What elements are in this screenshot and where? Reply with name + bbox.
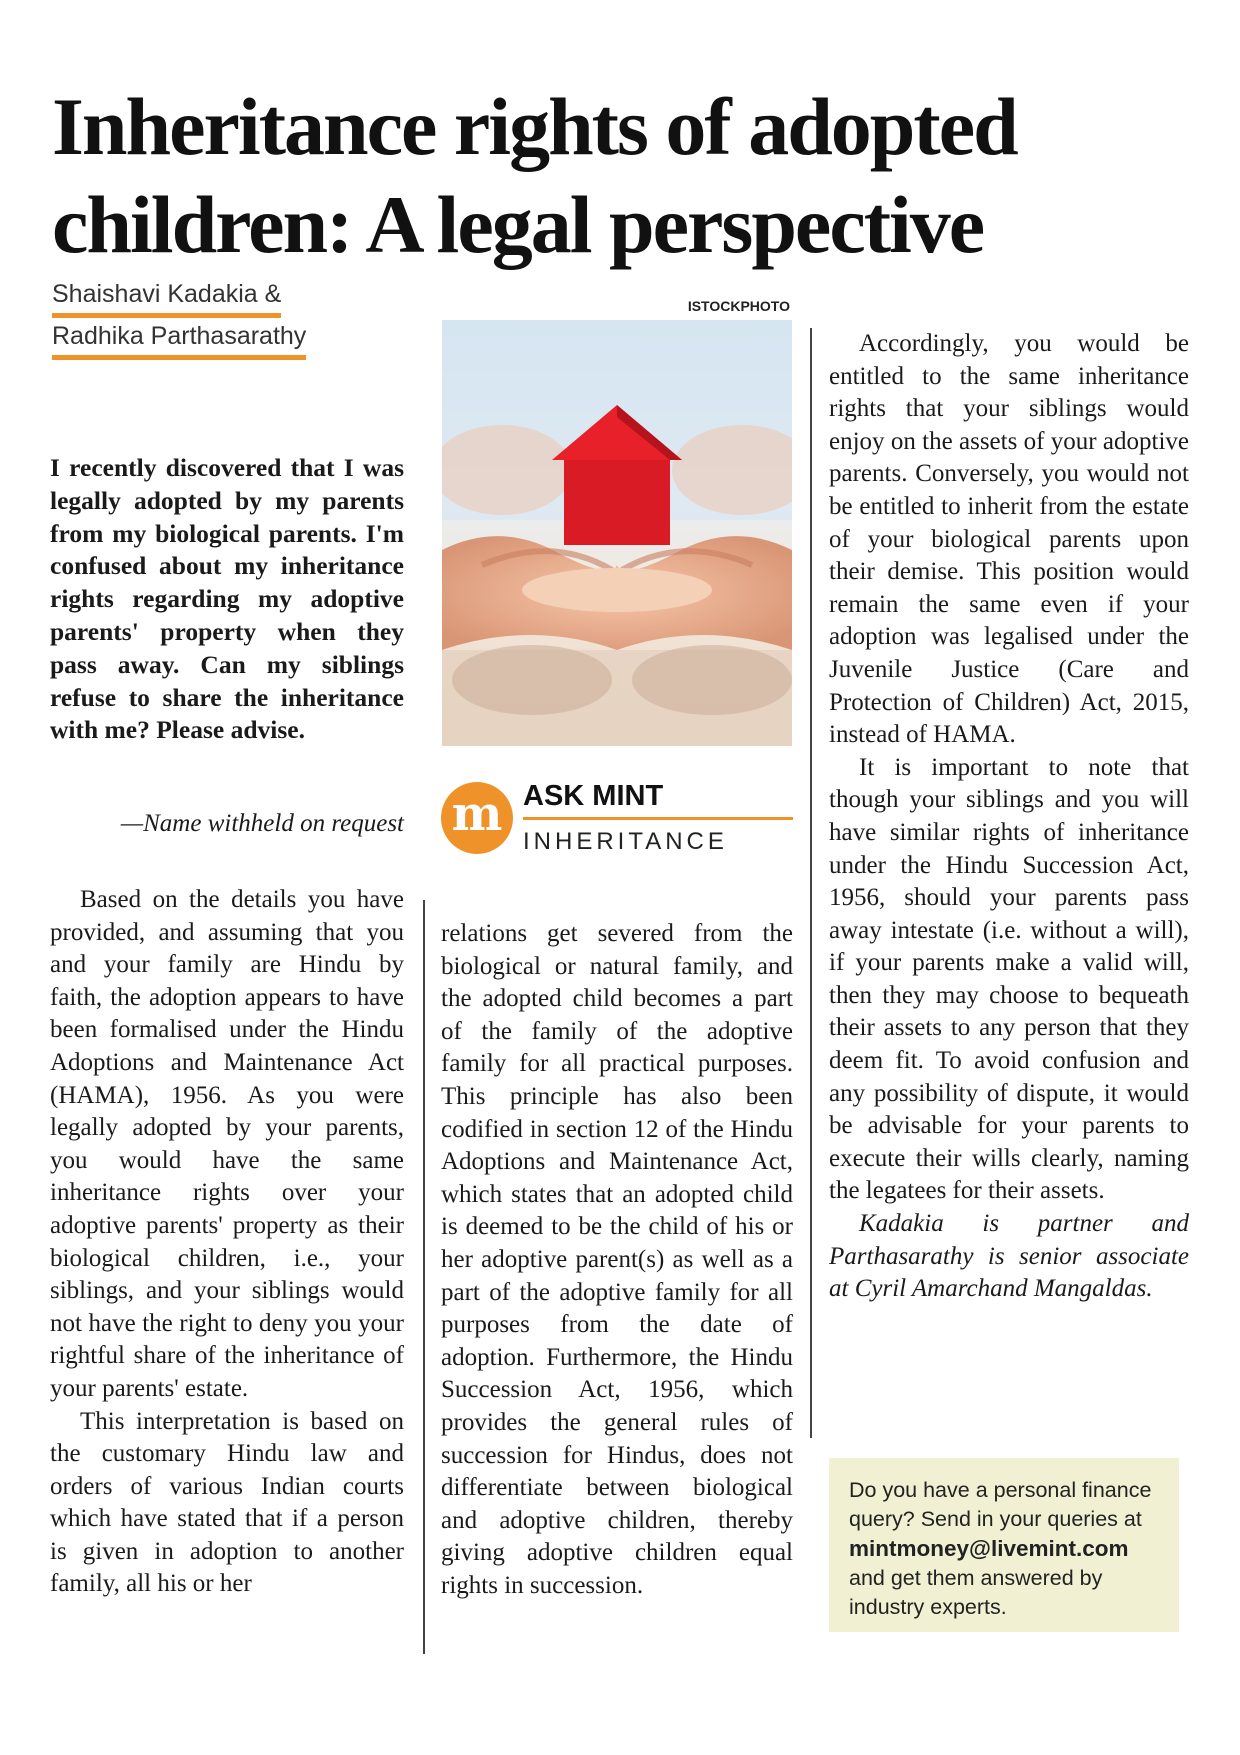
author-name-1: Shaishavi Kadakia & bbox=[52, 280, 281, 318]
query-email-link[interactable]: mintmoney@livemint.com bbox=[849, 1536, 1129, 1561]
article-column-3 bbox=[829, 328, 1189, 1306]
column-category: INHERITANCE bbox=[523, 828, 728, 855]
query-box-text: Do you have a personal finance query? Send in your queries at bbox=[849, 1478, 1152, 1531]
article-column-2 bbox=[441, 918, 793, 1602]
author-name-2: Radhika Parthasarathy bbox=[52, 322, 306, 360]
column-rule bbox=[423, 900, 425, 1654]
house-in-hands-photo bbox=[442, 320, 792, 746]
paragraph: It is important to note that though your siblings and you will have similar rights of inheritance under the Hindu Succession Act, 1956, should your parents pass away intestate (i.e. without a will), if your parents make a valid will, then they may choose to bequeath their assets to any person that they deem fit. To avoid confusion and any possibility of dispute, it would be advisable for your parents to execute their wills clearly, naming the legatees for their assets. bbox=[829, 753, 1189, 1205]
reader-query: I recently discovered that I was legally adopted by my parents from my biological parents. I'm confused about my inheritance rights regarding my adoptive parents' property when they pass away. Can my siblings refuse to share the inheritance with me? Please advise. bbox=[50, 453, 404, 745]
paragraph: relations get severed from the biological or natural family, and the adopted child becomes a part of the family of the adoptive family for all practical purposes. This principle has also been codified in section 12 of the Hindu Adoptions and Maintenance Act, which states that an adopted child is deemed to be the child of his or her adoptive parent(s) as well as a part of the adoptive family for all purposes from the date of adoption. Furthermore, the Hindu Succession Act, 1956, which provides the general rules of succession for Hindus, does not differentiate between biological and adoptive children, thereby giving adoptive children equal rights in succession. bbox=[441, 920, 793, 1599]
paragraph: Accordingly, you would be entitled to the same inheritance rights that your siblings would enjoy on the assets of your adoptive parents. Conversely, you would not be entitled to inherit from the estate of your biological parents upon their demise. This position would remain the same even if your adoption was legalised under the Juvenile Justice (Care and Protection of Children) Act, 2015, instead of HAMA. bbox=[829, 330, 1189, 749]
photo-credit: ISTOCKPHOTO bbox=[687, 298, 790, 314]
mint-logo-icon: m bbox=[441, 782, 513, 854]
query-box-text-after: and get them answered by industry experts. bbox=[849, 1566, 1103, 1619]
author-note: Kadakia is partner and Parthasarathy is senior associate at Cyril Amarchand Mangaldas. bbox=[829, 1210, 1189, 1303]
paragraph: This interpretation is based on the customary Hindu law and orders of various Indian courts which have stated that if a person is given in adoption to another family, all his or her bbox=[50, 1407, 404, 1598]
column-title: ASK MINT bbox=[523, 780, 664, 812]
headline: Inheritance rights of adopted children: A legal perspective bbox=[52, 81, 1017, 270]
column-rule bbox=[810, 328, 812, 1438]
query-signoff: —Name withheld on request bbox=[120, 810, 404, 837]
column-title-underline bbox=[523, 817, 793, 820]
article-column-1 bbox=[50, 884, 404, 1601]
paragraph: Based on the details you have provided, and assuming that you and your family are Hindu by faith, the adoption appears to have been formalised under the Hindu Adoptions and Maintenance Act (HAMA), 1956. As you were legally adopted by your parents, you would have the same inheritance rights over your adoptive parents' property as their biological children, i.e., your siblings, and your siblings would not have the right to deny you your rightful share of the inheritance of your parents' estate. bbox=[50, 886, 404, 1402]
query-info-box bbox=[829, 1458, 1179, 1632]
